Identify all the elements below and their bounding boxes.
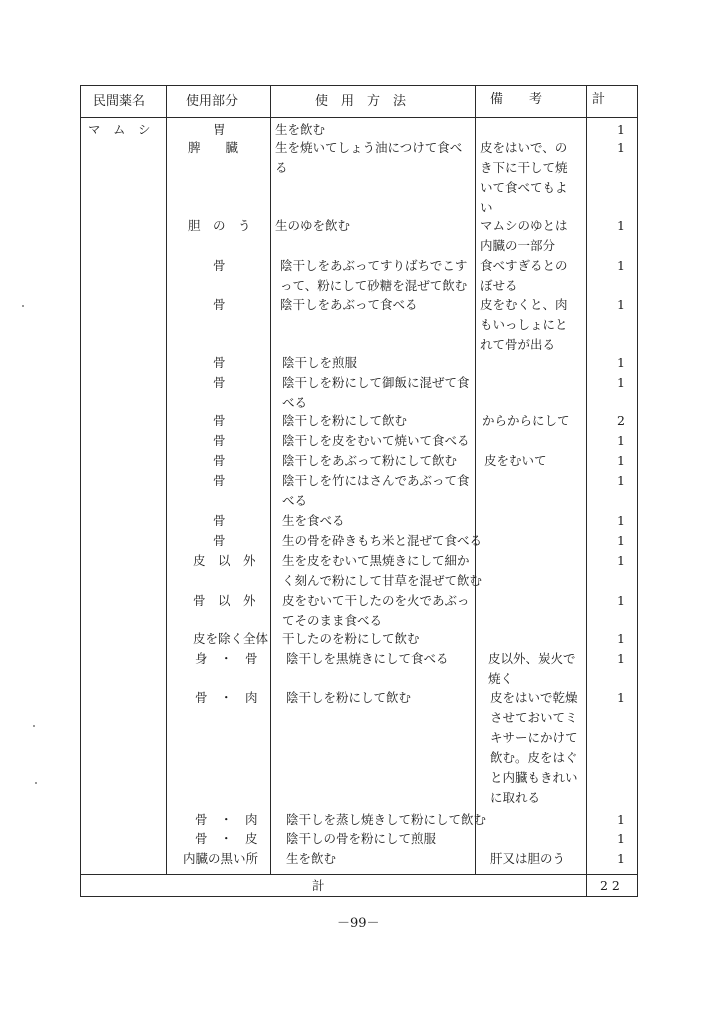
column-divider-notes bbox=[586, 85, 587, 897]
header-notes: 備 考 bbox=[490, 92, 543, 107]
table-top-border bbox=[80, 85, 638, 86]
column-divider-method bbox=[475, 85, 476, 875]
cell-notes-line: れて骨が出る bbox=[480, 337, 556, 352]
cell-method-line: 陰干しを黒焼きにして食べる bbox=[286, 651, 449, 666]
header-bottom-border bbox=[80, 117, 638, 118]
cell-notes-line: マムシのゆとは bbox=[480, 218, 568, 233]
cell-notes-line: 皮をはいで乾燥 bbox=[490, 690, 578, 705]
cell-part: 骨 bbox=[213, 297, 226, 312]
cell-part: 胆 の う bbox=[188, 218, 251, 233]
cell-part: 脾 臓 bbox=[188, 140, 239, 155]
cell-count: 1 bbox=[617, 831, 625, 846]
table-bottom-border bbox=[80, 896, 638, 897]
cell-method-line: 陰干しを粉にして飲む bbox=[286, 690, 412, 705]
cell-method-line: 陰干しをあぶって粉にして飲む bbox=[282, 453, 458, 468]
scan-speck bbox=[22, 305, 24, 307]
cell-part: 骨 bbox=[213, 413, 226, 428]
cell-method-line: 陰干しをあぶって食べる bbox=[280, 297, 418, 312]
cell-method-line: く刻んで粉にして甘草を混ぜて飲む bbox=[282, 573, 483, 588]
cell-notes-line: い bbox=[480, 200, 493, 215]
table-right-border bbox=[637, 85, 638, 897]
header-remedy: 民間薬名 bbox=[93, 94, 146, 109]
cell-part: 骨 bbox=[213, 375, 226, 390]
cell-method-line: 陰干しを蒸し焼きして粉にして飲む bbox=[286, 812, 487, 827]
cell-count: 2 bbox=[617, 413, 625, 428]
cell-part: 骨 ・ 肉 bbox=[195, 690, 258, 705]
cell-method-line: 陰干しを皮をむいて焼いて食べる bbox=[282, 433, 470, 448]
cell-method-line: る bbox=[275, 160, 288, 175]
cell-count: 1 bbox=[617, 355, 625, 370]
cell-notes-line: 皮をはいで、の bbox=[480, 140, 568, 155]
remedy-name: マ ム シ bbox=[88, 122, 151, 137]
cell-method-line: 陰干しを粉にして御飯に混ぜて食 bbox=[282, 375, 470, 390]
cell-method-line: てそのまま食べる bbox=[282, 613, 383, 628]
total-row-top-border bbox=[80, 874, 638, 875]
cell-method-line: って、粉にして砂糖を混ぜて飲む bbox=[280, 278, 468, 293]
cell-notes-line: 皮以外、炭火で bbox=[488, 651, 576, 666]
cell-method-line: 生のゆを飲む bbox=[275, 218, 351, 233]
header-method: 使 用 方 法 bbox=[315, 94, 407, 109]
cell-method-line: 生を食べる bbox=[282, 513, 345, 528]
cell-part: 骨 bbox=[213, 355, 226, 370]
cell-method-line: 生を飲む bbox=[275, 122, 326, 137]
column-divider-part bbox=[270, 85, 271, 875]
cell-notes-line: キサーにかけて bbox=[490, 730, 578, 745]
cell-count: 1 bbox=[617, 593, 625, 608]
cell-notes-line: 焼く bbox=[488, 671, 514, 686]
cell-method-line: 生を焼いてしょう油につけて食べ bbox=[275, 140, 463, 155]
cell-count: 1 bbox=[617, 690, 625, 705]
cell-notes-line: き下に干して焼 bbox=[480, 160, 568, 175]
cell-notes-line: 内臓の一部分 bbox=[480, 238, 556, 253]
cell-method-line: 陰干しを粉にして飲む bbox=[282, 413, 408, 428]
cell-notes-line: させておいてミ bbox=[490, 710, 578, 725]
column-divider-remedy bbox=[166, 85, 167, 875]
cell-count: 1 bbox=[617, 297, 625, 312]
cell-notes-line: ぼせる bbox=[480, 278, 518, 293]
cell-count: 1 bbox=[617, 433, 625, 448]
total-label: 計 bbox=[312, 878, 325, 893]
cell-notes-line: 肝又は胆のう bbox=[490, 851, 566, 866]
cell-count: 1 bbox=[617, 513, 625, 528]
cell-part: 身 ・ 骨 bbox=[195, 651, 258, 666]
total-value: 2 2 bbox=[600, 878, 620, 893]
cell-method-line: 生を飲む bbox=[286, 851, 337, 866]
cell-part: 骨 bbox=[213, 533, 226, 548]
cell-part: 骨 bbox=[213, 473, 226, 488]
cell-notes-line: 飲む。皮をはぐ bbox=[490, 750, 578, 765]
cell-method-line: 生を皮をむいて黒焼きにして細か bbox=[282, 553, 470, 568]
cell-notes-line: もいっしょにと bbox=[480, 317, 568, 332]
cell-method-line: べる bbox=[282, 395, 308, 410]
cell-method-line: 干したのを粉にして飲む bbox=[282, 631, 420, 646]
cell-count: 1 bbox=[617, 533, 625, 548]
cell-count: 1 bbox=[617, 218, 625, 233]
scan-speck bbox=[35, 782, 37, 784]
cell-count: 1 bbox=[617, 375, 625, 390]
scan-speck bbox=[33, 725, 35, 727]
cell-notes-line: 皮をむいて bbox=[484, 453, 547, 468]
cell-notes-line: に取れる bbox=[490, 790, 541, 805]
cell-method-line: 生の骨を砕きもち米と混ぜて食べる bbox=[282, 533, 483, 548]
cell-part: 皮を除く全体 bbox=[193, 631, 269, 646]
cell-part: 骨 以 外 bbox=[193, 593, 256, 608]
cell-count: 1 bbox=[617, 258, 625, 273]
cell-method-line: べる bbox=[282, 493, 308, 508]
cell-notes-line: 食べすぎるとの bbox=[480, 258, 568, 273]
cell-notes-line: いて食べてもよ bbox=[480, 180, 568, 195]
cell-part: 骨 bbox=[213, 513, 226, 528]
cell-count: 1 bbox=[617, 453, 625, 468]
cell-part: 骨 bbox=[213, 433, 226, 448]
cell-count: 1 bbox=[617, 553, 625, 568]
cell-part: 骨 ・ 皮 bbox=[195, 831, 258, 846]
header-count: 計 bbox=[592, 92, 606, 107]
cell-method-line: 陰干しの骨を粉にして煎服 bbox=[286, 831, 437, 846]
cell-notes-line: と内臓もきれい bbox=[490, 770, 578, 785]
header-part: 使用部分 bbox=[186, 94, 239, 109]
page-number: －99－ bbox=[337, 916, 380, 931]
cell-part: 骨 bbox=[213, 453, 226, 468]
cell-count: 1 bbox=[617, 122, 625, 137]
cell-part: 皮 以 外 bbox=[193, 553, 256, 568]
cell-count: 1 bbox=[617, 631, 625, 646]
cell-notes-line: 皮をむくと、肉 bbox=[480, 297, 568, 312]
cell-method-line: 陰干しを竹にはさんであぶって食 bbox=[282, 473, 470, 488]
cell-notes-line: からからにして bbox=[482, 413, 570, 428]
cell-method-line: 陰干しを煎服 bbox=[282, 355, 358, 370]
cell-part: 胃 bbox=[213, 122, 226, 137]
cell-part: 骨 bbox=[213, 258, 226, 273]
cell-count: 1 bbox=[617, 851, 625, 866]
table-left-border bbox=[80, 85, 81, 897]
cell-count: 1 bbox=[617, 651, 625, 666]
cell-part: 骨 ・ 肉 bbox=[195, 812, 258, 827]
cell-count: 1 bbox=[617, 473, 625, 488]
cell-count: 1 bbox=[617, 140, 625, 155]
cell-method-line: 陰干しをあぶってすりばちでこす bbox=[280, 258, 468, 273]
cell-count: 1 bbox=[617, 812, 625, 827]
cell-method-line: 皮をむいて干したのを火であぶっ bbox=[282, 593, 470, 608]
cell-part: 内臓の黒い所 bbox=[183, 851, 259, 866]
